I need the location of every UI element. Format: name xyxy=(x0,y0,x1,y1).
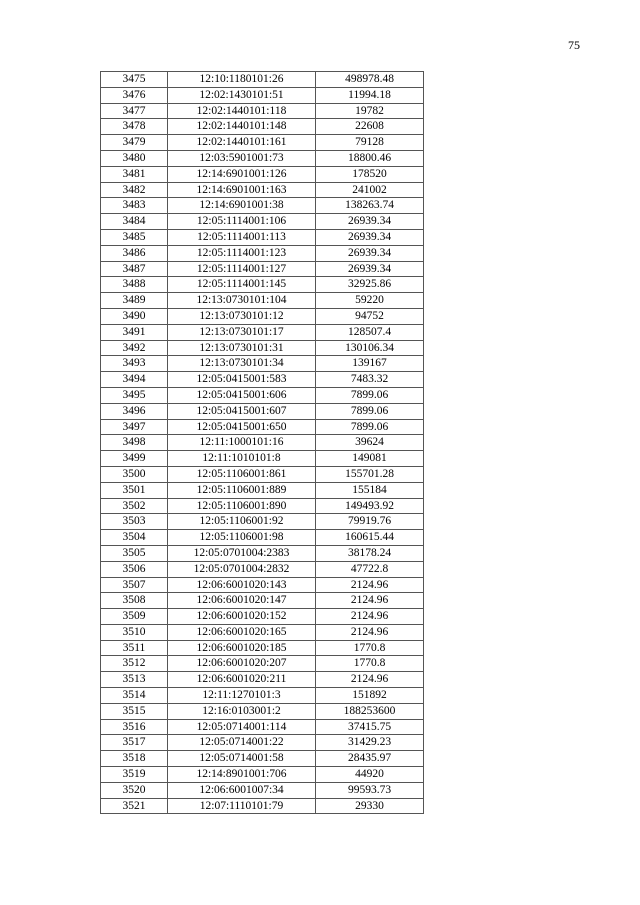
table-row xyxy=(101,324,424,340)
table-row xyxy=(101,782,424,798)
row-id-cell: 3477 xyxy=(101,103,168,119)
table-row xyxy=(101,229,424,245)
value-cell: 79919.76 xyxy=(316,514,424,530)
value-cell: 44920 xyxy=(316,767,424,783)
value-cell: 139167 xyxy=(316,356,424,372)
row-id-cell: 3506 xyxy=(101,561,168,577)
value-cell: 7899.06 xyxy=(316,419,424,435)
value-cell: 128507.4 xyxy=(316,324,424,340)
value-cell: 7899.06 xyxy=(316,403,424,419)
table-row xyxy=(101,372,424,388)
table-row xyxy=(101,245,424,261)
value-cell: 1770.8 xyxy=(316,656,424,672)
code-cell: 12:05:0714001:22 xyxy=(168,735,316,751)
value-cell: 94752 xyxy=(316,308,424,324)
value-cell: 178520 xyxy=(316,166,424,182)
code-cell: 12:03:5901001:73 xyxy=(168,150,316,166)
row-id-cell: 3505 xyxy=(101,545,168,561)
table-row xyxy=(101,87,424,103)
value-cell: 99593.73 xyxy=(316,782,424,798)
data-table xyxy=(100,71,424,814)
value-cell: 39624 xyxy=(316,435,424,451)
row-id-cell: 3496 xyxy=(101,403,168,419)
row-id-cell: 3500 xyxy=(101,466,168,482)
table-row xyxy=(101,182,424,198)
value-cell: 241002 xyxy=(316,182,424,198)
row-id-cell: 3489 xyxy=(101,293,168,309)
table-row xyxy=(101,387,424,403)
row-id-cell: 3498 xyxy=(101,435,168,451)
code-cell: 12:05:1114001:123 xyxy=(168,245,316,261)
table-row xyxy=(101,624,424,640)
table-row xyxy=(101,103,424,119)
row-id-cell: 3511 xyxy=(101,640,168,656)
table-row xyxy=(101,419,424,435)
value-cell: 149493.92 xyxy=(316,498,424,514)
row-id-cell: 3475 xyxy=(101,72,168,88)
row-id-cell: 3508 xyxy=(101,593,168,609)
code-cell: 12:06:6001020:207 xyxy=(168,656,316,672)
row-id-cell: 3517 xyxy=(101,735,168,751)
value-cell: 26939.34 xyxy=(316,214,424,230)
code-cell: 12:05:1106001:889 xyxy=(168,482,316,498)
row-id-cell: 3487 xyxy=(101,261,168,277)
value-cell: 155701.28 xyxy=(316,466,424,482)
value-cell: 37415.75 xyxy=(316,719,424,735)
value-cell: 59220 xyxy=(316,293,424,309)
value-cell: 2124.96 xyxy=(316,577,424,593)
table-row xyxy=(101,735,424,751)
row-id-cell: 3515 xyxy=(101,703,168,719)
value-cell: 38178.24 xyxy=(316,545,424,561)
row-id-cell: 3507 xyxy=(101,577,168,593)
value-cell: 498978.48 xyxy=(316,72,424,88)
row-id-cell: 3516 xyxy=(101,719,168,735)
code-cell: 12:14:6901001:163 xyxy=(168,182,316,198)
row-id-cell: 3491 xyxy=(101,324,168,340)
row-id-cell: 3521 xyxy=(101,798,168,814)
code-cell: 12:05:1114001:106 xyxy=(168,214,316,230)
row-id-cell: 3478 xyxy=(101,119,168,135)
row-id-cell: 3493 xyxy=(101,356,168,372)
table-row xyxy=(101,561,424,577)
table-row xyxy=(101,577,424,593)
row-id-cell: 3519 xyxy=(101,767,168,783)
table-row xyxy=(101,656,424,672)
value-cell: 7483.32 xyxy=(316,372,424,388)
value-cell: 22608 xyxy=(316,119,424,135)
code-cell: 12:05:1114001:145 xyxy=(168,277,316,293)
table-row xyxy=(101,767,424,783)
code-cell: 12:11:1000101:16 xyxy=(168,435,316,451)
code-cell: 12:05:1106001:92 xyxy=(168,514,316,530)
value-cell: 31429.23 xyxy=(316,735,424,751)
value-cell: 28435.97 xyxy=(316,751,424,767)
code-cell: 12:06:6001020:152 xyxy=(168,609,316,625)
table-row xyxy=(101,135,424,151)
row-id-cell: 3492 xyxy=(101,340,168,356)
table-row xyxy=(101,72,424,88)
table-row xyxy=(101,451,424,467)
code-cell: 12:13:0730101:104 xyxy=(168,293,316,309)
code-cell: 12:05:0415001:583 xyxy=(168,372,316,388)
table-row xyxy=(101,672,424,688)
code-cell: 12:05:0701004:2383 xyxy=(168,545,316,561)
code-cell: 12:05:0701004:2832 xyxy=(168,561,316,577)
code-cell: 12:14:6901001:126 xyxy=(168,166,316,182)
page-number: 75 xyxy=(568,38,580,52)
table-body xyxy=(101,72,424,814)
code-cell: 12:10:1180101:26 xyxy=(168,72,316,88)
code-cell: 12:05:0415001:606 xyxy=(168,387,316,403)
table-row xyxy=(101,751,424,767)
table-row xyxy=(101,150,424,166)
row-id-cell: 3483 xyxy=(101,198,168,214)
value-cell: 26939.34 xyxy=(316,245,424,261)
code-cell: 12:05:0415001:607 xyxy=(168,403,316,419)
code-cell: 12:02:1440101:161 xyxy=(168,135,316,151)
row-id-cell: 3495 xyxy=(101,387,168,403)
table-row xyxy=(101,261,424,277)
value-cell: 7899.06 xyxy=(316,387,424,403)
code-cell: 12:14:8901001:706 xyxy=(168,767,316,783)
code-cell: 12:05:0714001:114 xyxy=(168,719,316,735)
code-cell: 12:02:1440101:148 xyxy=(168,119,316,135)
row-id-cell: 3484 xyxy=(101,214,168,230)
code-cell: 12:11:1010101:8 xyxy=(168,451,316,467)
code-cell: 12:07:1110101:79 xyxy=(168,798,316,814)
table-row xyxy=(101,277,424,293)
code-cell: 12:06:6001020:147 xyxy=(168,593,316,609)
table-row xyxy=(101,166,424,182)
value-cell: 149081 xyxy=(316,451,424,467)
value-cell: 130106.34 xyxy=(316,340,424,356)
code-cell: 12:05:1114001:113 xyxy=(168,229,316,245)
value-cell: 2124.96 xyxy=(316,609,424,625)
value-cell: 19782 xyxy=(316,103,424,119)
code-cell: 12:05:0415001:650 xyxy=(168,419,316,435)
code-cell: 12:16:0103001:2 xyxy=(168,703,316,719)
row-id-cell: 3513 xyxy=(101,672,168,688)
row-id-cell: 3490 xyxy=(101,308,168,324)
code-cell: 12:13:0730101:31 xyxy=(168,340,316,356)
row-id-cell: 3488 xyxy=(101,277,168,293)
code-cell: 12:05:1106001:890 xyxy=(168,498,316,514)
code-cell: 12:06:6001020:211 xyxy=(168,672,316,688)
table-row xyxy=(101,798,424,814)
table-row xyxy=(101,308,424,324)
code-cell: 12:05:1106001:861 xyxy=(168,466,316,482)
value-cell: 29330 xyxy=(316,798,424,814)
code-cell: 12:06:6001007:34 xyxy=(168,782,316,798)
table-row xyxy=(101,119,424,135)
table-row xyxy=(101,609,424,625)
code-cell: 12:13:0730101:34 xyxy=(168,356,316,372)
value-cell: 160615.44 xyxy=(316,530,424,546)
value-cell: 138263.74 xyxy=(316,198,424,214)
row-id-cell: 3479 xyxy=(101,135,168,151)
value-cell: 188253600 xyxy=(316,703,424,719)
table-row xyxy=(101,198,424,214)
row-id-cell: 3509 xyxy=(101,609,168,625)
table-row xyxy=(101,498,424,514)
table-row xyxy=(101,514,424,530)
row-id-cell: 3520 xyxy=(101,782,168,798)
code-cell: 12:06:6001020:165 xyxy=(168,624,316,640)
row-id-cell: 3486 xyxy=(101,245,168,261)
value-cell: 11994.18 xyxy=(316,87,424,103)
value-cell: 151892 xyxy=(316,688,424,704)
row-id-cell: 3485 xyxy=(101,229,168,245)
table-row xyxy=(101,719,424,735)
value-cell: 18800.46 xyxy=(316,150,424,166)
code-cell: 12:05:0714001:58 xyxy=(168,751,316,767)
row-id-cell: 3518 xyxy=(101,751,168,767)
row-id-cell: 3514 xyxy=(101,688,168,704)
row-id-cell: 3499 xyxy=(101,451,168,467)
table-row xyxy=(101,403,424,419)
code-cell: 12:06:6001020:143 xyxy=(168,577,316,593)
table-row xyxy=(101,356,424,372)
code-cell: 12:14:6901001:38 xyxy=(168,198,316,214)
row-id-cell: 3510 xyxy=(101,624,168,640)
table-row xyxy=(101,703,424,719)
table-row xyxy=(101,293,424,309)
table-row xyxy=(101,466,424,482)
value-cell: 2124.96 xyxy=(316,624,424,640)
row-id-cell: 3482 xyxy=(101,182,168,198)
row-id-cell: 3501 xyxy=(101,482,168,498)
value-cell: 2124.96 xyxy=(316,593,424,609)
code-cell: 12:13:0730101:17 xyxy=(168,324,316,340)
table-row xyxy=(101,640,424,656)
table-row xyxy=(101,435,424,451)
value-cell: 26939.34 xyxy=(316,261,424,277)
row-id-cell: 3481 xyxy=(101,166,168,182)
value-cell: 2124.96 xyxy=(316,672,424,688)
code-cell: 12:06:6001020:185 xyxy=(168,640,316,656)
value-cell: 1770.8 xyxy=(316,640,424,656)
row-id-cell: 3503 xyxy=(101,514,168,530)
value-cell: 155184 xyxy=(316,482,424,498)
value-cell: 47722.8 xyxy=(316,561,424,577)
table-row xyxy=(101,545,424,561)
code-cell: 12:05:1114001:127 xyxy=(168,261,316,277)
table-row xyxy=(101,482,424,498)
row-id-cell: 3494 xyxy=(101,372,168,388)
row-id-cell: 3504 xyxy=(101,530,168,546)
table-row xyxy=(101,593,424,609)
value-cell: 32925.86 xyxy=(316,277,424,293)
value-cell: 26939.34 xyxy=(316,229,424,245)
row-id-cell: 3512 xyxy=(101,656,168,672)
table-row xyxy=(101,530,424,546)
table-row xyxy=(101,340,424,356)
code-cell: 12:05:1106001:98 xyxy=(168,530,316,546)
code-cell: 12:13:0730101:12 xyxy=(168,308,316,324)
code-cell: 12:02:1430101:51 xyxy=(168,87,316,103)
row-id-cell: 3502 xyxy=(101,498,168,514)
code-cell: 12:02:1440101:118 xyxy=(168,103,316,119)
value-cell: 79128 xyxy=(316,135,424,151)
table-row xyxy=(101,214,424,230)
table-row xyxy=(101,688,424,704)
row-id-cell: 3497 xyxy=(101,419,168,435)
row-id-cell: 3476 xyxy=(101,87,168,103)
row-id-cell: 3480 xyxy=(101,150,168,166)
code-cell: 12:11:1270101:3 xyxy=(168,688,316,704)
